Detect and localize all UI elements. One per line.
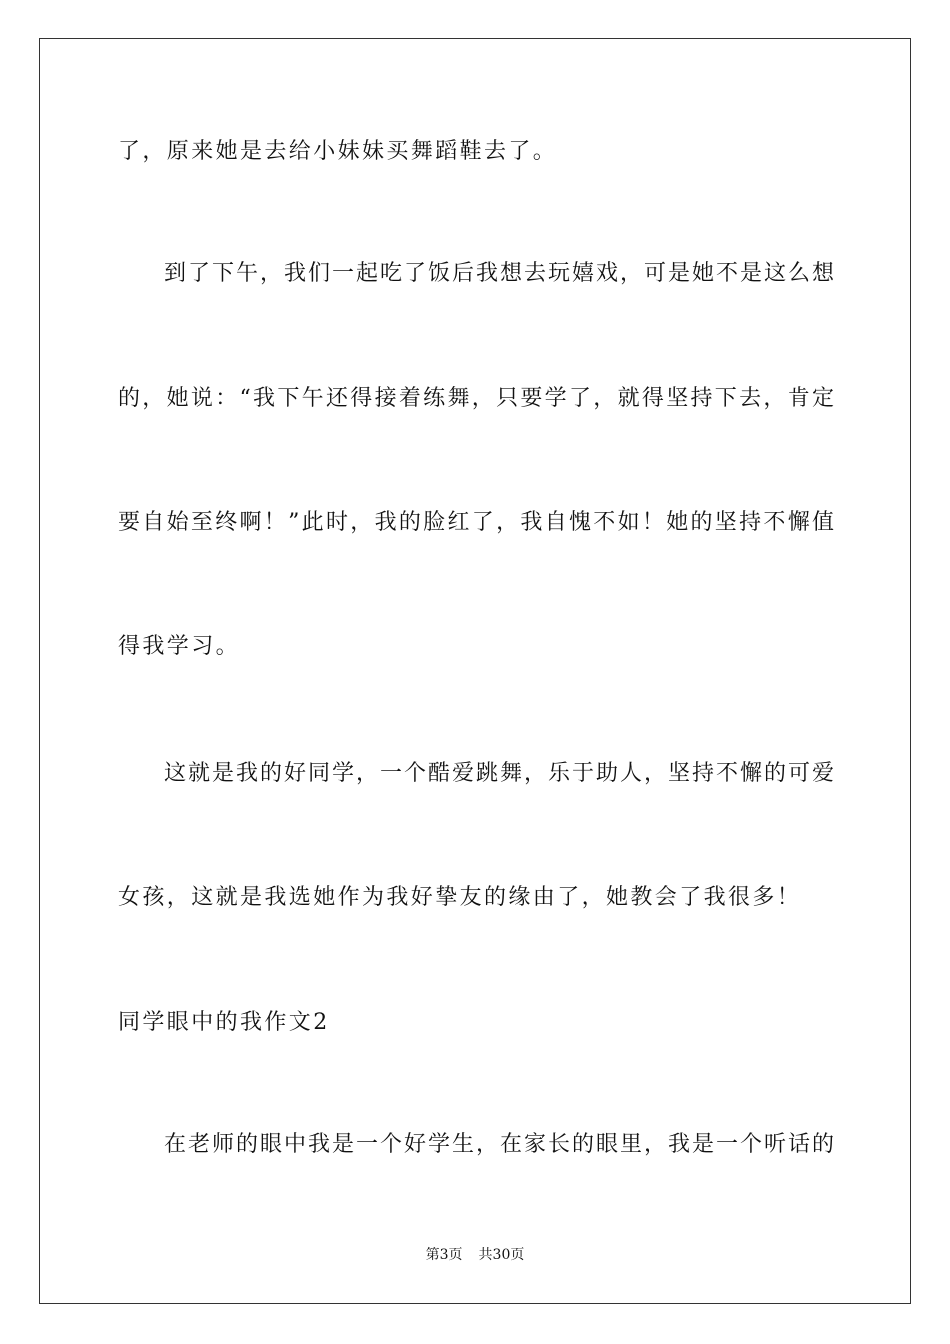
- page-footer: [0, 1245, 950, 1265]
- paragraph-line: 了，原来她是去给小妹妹买舞蹈鞋去了。: [118, 139, 558, 164]
- section-heading: 同学眼中的我作文2: [118, 1010, 330, 1035]
- paragraph-line: 的，她说：“我下午还得接着练舞，只要学了，就得坚持下去，肯定: [118, 386, 834, 411]
- paragraph-line: 得我学习。: [118, 634, 241, 659]
- paragraph-line: 到了下午，我们一起吃了饭后我想去玩嬉戏，可是她不是这么想: [164, 261, 834, 286]
- paragraph-line: 这就是我的好同学，一个酷爱跳舞，乐于助人，坚持不懈的可爱: [164, 761, 834, 786]
- paragraph-line: 女孩，这就是我选她作为我好挚友的缘由了，她教会了我很多！: [118, 885, 802, 910]
- paragraph-line: 要自始至终啊！”此时，我的脸红了，我自愧不如！她的坚持不懈值: [118, 510, 834, 535]
- page-border: [39, 38, 911, 1304]
- page-number: 第3页: [425, 1247, 463, 1263]
- paragraph-line: 在老师的眼中我是一个好学生，在家长的眼里，我是一个听话的: [164, 1132, 834, 1157]
- page-total: 共30页: [478, 1247, 525, 1263]
